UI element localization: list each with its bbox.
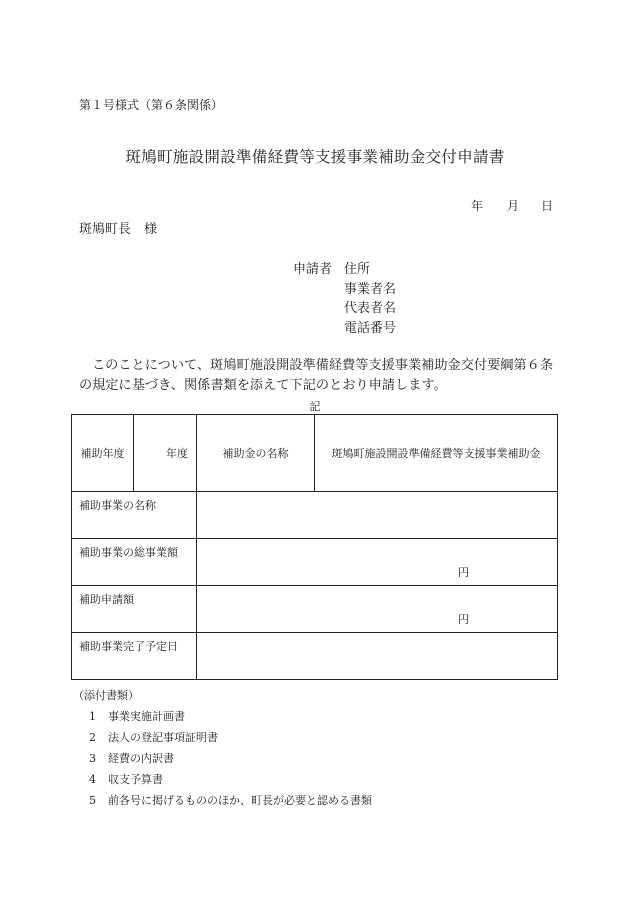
fiscal-year-label-cell — [72, 415, 134, 492]
subsidy-name-label-cell — [197, 415, 315, 492]
completion-date-label: 補助事業完了予定日 — [79, 640, 178, 653]
attachments-heading: （添付書類） — [73, 689, 139, 702]
list-item-text: 前各号に掲げるもののほか、町長が必要と認める書類 — [108, 794, 372, 807]
form-number: 第１号様式（第６条関係） — [79, 98, 224, 112]
list-item-text: 経費の内訳書 — [108, 752, 174, 765]
completion-date-label-cell — [72, 633, 197, 680]
list-item — [89, 729, 218, 745]
fiscal-year-suffix: 年度 — [166, 447, 188, 460]
request-amount-unit: 円 — [458, 613, 469, 626]
table-row — [72, 633, 558, 680]
list-item-number: 3 — [89, 752, 96, 765]
subsidy-name-label: 補助金の名称 — [222, 447, 289, 460]
list-item-number: 4 — [89, 773, 96, 786]
project-name-label: 補助事業の名称 — [79, 499, 156, 512]
list-item — [89, 708, 185, 724]
list-item-number: 1 — [89, 710, 96, 723]
completion-date-value-cell[interactable] — [197, 633, 558, 680]
list-item — [89, 792, 372, 808]
ki-heading: 記 — [309, 400, 321, 413]
fiscal-year-label: 補助年度 — [80, 447, 125, 460]
application-statement: このことについて、斑鳩町施設開設準備経費等支援事業補助金交付要綱第６条の規定に基づき、関係書類を添えて下記のとおり申請します。 — [79, 358, 554, 393]
addressee: 斑鳩町長 様 — [79, 222, 158, 237]
application-table — [71, 414, 558, 680]
list-item-number: 2 — [89, 731, 96, 744]
subsidy-name-value: 斑鳩町施設開設準備経費等支援事業補助金 — [331, 447, 541, 460]
date-month-label: 月 — [507, 199, 520, 213]
total-cost-label-cell — [72, 539, 197, 586]
applicant-business-name-label: 事業者名 — [344, 282, 397, 297]
total-cost-label: 補助事業の総事業額 — [79, 546, 178, 559]
request-amount-label-cell — [72, 586, 197, 633]
list-item-number: 5 — [89, 794, 96, 807]
table-row — [72, 415, 558, 492]
fiscal-year-value-cell[interactable] — [134, 415, 197, 492]
request-amount-value-cell[interactable] — [197, 586, 558, 633]
applicant-address-label: 住所 — [344, 262, 371, 277]
date-day-label: 日 — [541, 199, 554, 213]
table-row — [72, 492, 558, 539]
date-year-label: 年 — [471, 199, 484, 213]
total-cost-value-cell[interactable] — [197, 539, 558, 586]
list-item-text: 法人の登記事項証明書 — [108, 731, 218, 744]
table-row — [72, 539, 558, 586]
list-item — [89, 750, 174, 766]
project-name-label-cell — [72, 492, 197, 539]
applicant-representative-label: 代表者名 — [344, 301, 397, 316]
list-item-text: 収支予算書 — [108, 773, 163, 786]
request-amount-label: 補助申請額 — [79, 593, 134, 606]
total-cost-unit: 円 — [458, 566, 469, 579]
list-item-text: 事業実施計画書 — [108, 710, 185, 723]
table-row — [72, 586, 558, 633]
project-name-value-cell[interactable] — [197, 492, 558, 539]
subsidy-name-value-cell — [315, 415, 558, 492]
page-title: 斑鳩町施設開設準備経費等支援事業補助金交付申請書 — [125, 148, 505, 166]
applicant-label: 申請者 — [293, 262, 333, 277]
applicant-phone-label: 電話番号 — [344, 321, 397, 336]
list-item — [89, 771, 163, 787]
